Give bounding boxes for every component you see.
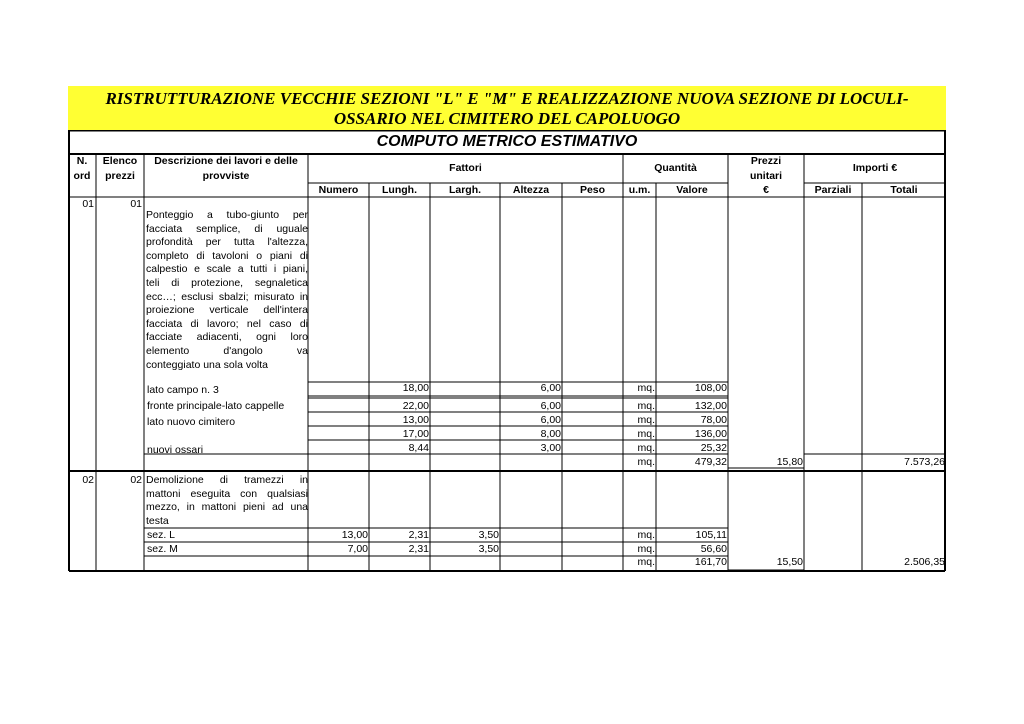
row-numero: 13,00	[341, 529, 368, 541]
total-um: mq.	[637, 556, 655, 568]
row-valore: 105,11	[695, 529, 727, 541]
header-importi: Importi €	[852, 162, 898, 174]
row-lungh: 17,00	[402, 428, 429, 440]
header-numero: Numero	[318, 184, 359, 196]
row-um: mq.	[637, 414, 655, 426]
header-n: N.	[76, 155, 88, 167]
header-lungh: Lungh.	[382, 184, 417, 196]
row-lungh: 2,31	[408, 543, 429, 555]
row-um: mq.	[637, 428, 655, 440]
row-label: fronte principale-lato cappelle	[147, 400, 285, 412]
row-valore: 25,32	[700, 442, 727, 454]
row-valore: 56,60	[700, 543, 727, 555]
row-altezza: 6,00	[540, 382, 561, 394]
title-line-1: RISTRUTTURAZIONE VECCHIE SEZIONI "L" E "M" E REALIZZAZIONE NUOVA SEZIONE DI LOCULI-	[105, 89, 909, 108]
item-2-elenco: 02	[130, 474, 142, 486]
total-importo: 2.506,35	[904, 556, 945, 568]
item-2-n-ord: 02	[82, 474, 94, 486]
header-prezzi-unitari-2: unitari	[749, 170, 783, 182]
item-1-desc-line: proiezione verticale dell'intera	[146, 304, 308, 317]
item-1-desc-line: profondità per tutta l'altezza,	[146, 236, 308, 249]
header-totali: Totali	[890, 184, 918, 196]
item-2-desc-line: testa	[146, 514, 169, 527]
item-1-desc-line: Ponteggio a tubo-giunto per	[146, 209, 308, 221]
row-valore: 78,00	[700, 414, 727, 426]
title-line-2: OSSARIO NEL CIMITERO DEL CAPOLUOGO	[333, 109, 681, 128]
item-1-elenco: 01	[130, 198, 142, 210]
total-prezzo: 15,50	[776, 556, 803, 568]
computo-sheet	[68, 86, 946, 572]
header-provviste: provviste	[202, 170, 250, 182]
row-altezza: 3,00	[540, 442, 561, 454]
item-2-desc-line: Demolizione di tramezzi in	[146, 474, 308, 486]
header-altezza: Altezza	[512, 184, 550, 196]
row-um: mq.	[637, 442, 655, 454]
row-valore: 136,00	[694, 428, 727, 440]
total-importo: 7.573,26	[904, 456, 945, 468]
row-lungh: 22,00	[402, 400, 429, 412]
item-1-desc-line: ecc…; esclusi sbalzi; misurato in	[146, 290, 308, 303]
item-2-desc-line: mattoni eseguita con qualsiasi	[146, 487, 308, 500]
row-valore: 132,00	[694, 400, 727, 412]
row-valore: 108,00	[694, 382, 727, 394]
row-largh: 3,50	[478, 529, 499, 541]
header-parziali: Parziali	[814, 184, 852, 196]
row-label: nuovi ossari	[147, 444, 204, 456]
header-peso: Peso	[579, 184, 606, 196]
row-um: mq.	[637, 529, 655, 541]
row-altezza: 8,00	[540, 428, 561, 440]
subtitle: COMPUTO METRICO ESTIMATIVO	[376, 133, 638, 150]
header-um: u.m.	[628, 184, 651, 196]
row-lungh: 13,00	[402, 414, 429, 426]
header-quantita: Quantità	[654, 162, 697, 174]
header-ord: ord	[73, 170, 91, 182]
row-lungh: 8,44	[408, 442, 429, 454]
row-altezza: 6,00	[540, 414, 561, 426]
header-fattori: Fattori	[449, 162, 482, 174]
item-1-desc-line: teli di protezione, segnaletica	[146, 277, 308, 289]
header-largh: Largh.	[448, 184, 482, 196]
row-largh: 3,50	[478, 543, 499, 555]
header-elenco: Elenco	[102, 155, 138, 167]
header-prezzi: prezzi	[105, 170, 135, 182]
row-label: sez. M	[147, 543, 178, 555]
header-prezzi-unitari-1: Prezzi	[750, 155, 782, 167]
item-2-desc-line: mezzo, in mattoni pieni ad una	[146, 501, 308, 514]
total-valore: 479,32	[694, 456, 727, 468]
item-1-desc-line: facciate adiacenti, ogni loro	[146, 331, 308, 344]
item-1-desc-line: facciata semplice, di uguale	[146, 222, 308, 235]
item-1-desc-line: completo di tavoloni o piani di	[146, 249, 308, 262]
item-1-desc-line: facciata di lavoro; nel caso di	[146, 317, 308, 330]
total-valore: 161,70	[694, 556, 727, 568]
title-banner	[68, 86, 946, 131]
row-label: lato campo n. 3	[147, 384, 219, 396]
row-lungh: 18,00	[402, 382, 429, 394]
row-numero: 7,00	[347, 543, 368, 555]
row-um: mq.	[637, 400, 655, 412]
row-altezza: 6,00	[540, 400, 561, 412]
row-lungh: 2,31	[408, 529, 429, 541]
item-1-desc-line: conteggiato una sola volta	[146, 358, 269, 371]
row-label: sez. L	[147, 529, 176, 541]
header-euro: €	[763, 184, 769, 196]
item-1-desc-line: elemento d'angolo va	[146, 345, 308, 357]
total-um: mq.	[637, 456, 655, 468]
header-descrizione: Descrizione dei lavori e delle	[154, 155, 298, 167]
row-um: mq.	[637, 382, 655, 394]
item-1-n-ord: 01	[82, 198, 94, 210]
header-valore: Valore	[676, 184, 708, 196]
total-prezzo: 15,80	[776, 456, 803, 468]
row-um: mq.	[637, 543, 655, 555]
row-label: lato nuovo cimitero	[147, 416, 236, 428]
item-1-desc-line: calpestio e scale a tutti i piani,	[146, 263, 308, 276]
